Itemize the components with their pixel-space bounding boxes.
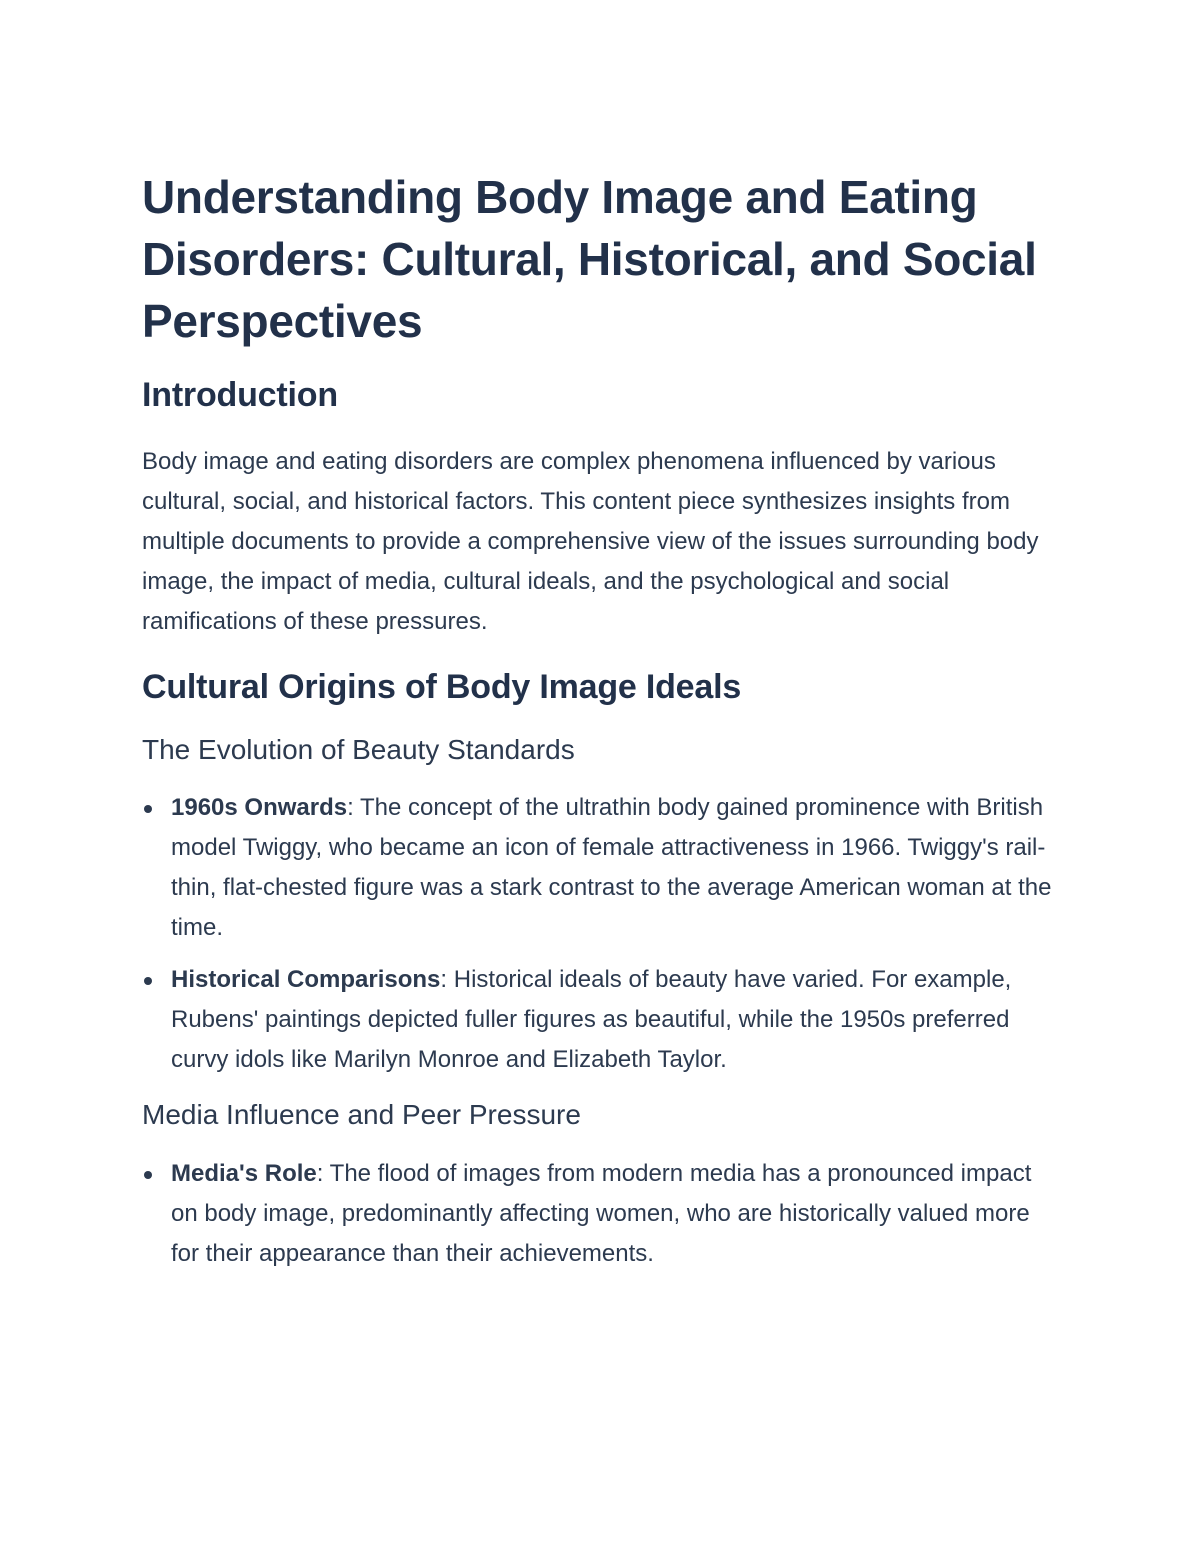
bullet-icon xyxy=(144,977,152,985)
document-title: Understanding Body Image and Eating Disorders: Cultural, Historical, and Social Perspectives xyxy=(142,171,1037,347)
introduction-paragraph: Body image and eating disorders are complex phenomena influenced by various cultural, social, and historical factors. This content piece synthesizes insights from multiple documents to provide a comprehensive view of the issues surrounding body image, the impact of media, cultural ideals, and the psychological and social ramifications of these pressures. xyxy=(142,448,1039,635)
subsection-heading-evolution: The Evolution of Beauty Standards xyxy=(142,734,575,765)
media-list xyxy=(142,1154,1062,1274)
section-heading-introduction: Introduction xyxy=(142,376,338,414)
list-item-text: : The flood of images from modern media has a pronounced impact on body image, predominantly affecting women, who are historically valued more for their appearance than their achievements. xyxy=(171,1160,1032,1267)
bullet-icon xyxy=(144,1171,152,1179)
list-item xyxy=(142,788,1062,948)
list-item-text: : Historical ideals of beauty have varied. For example, Rubens' paintings depicted fuller figures as beautiful, while the 1950s preferred curvy idols like Marilyn Monroe and Elizabeth Taylor. xyxy=(171,966,1012,1073)
list-item-label: Historical Comparisons xyxy=(171,966,441,993)
evolution-list xyxy=(142,788,1062,1080)
list-item xyxy=(142,1154,1062,1274)
document-page xyxy=(142,166,1062,1274)
list-item-label: 1960s Onwards xyxy=(171,794,348,821)
list-item-text: : The concept of the ultrathin body gained prominence with British model Twiggy, who became an icon of female attractiveness in 1966. Twiggy's rail-thin, flat-chested figure was a stark contrast to the average American woman at the time. xyxy=(171,794,1052,941)
subsection-heading-media: Media Influence and Peer Pressure xyxy=(142,1099,581,1130)
list-item-label: Media's Role xyxy=(171,1160,317,1187)
section-heading-cultural-origins: Cultural Origins of Body Image Ideals xyxy=(142,668,742,706)
list-item xyxy=(142,960,1062,1080)
bullet-icon xyxy=(144,805,152,813)
